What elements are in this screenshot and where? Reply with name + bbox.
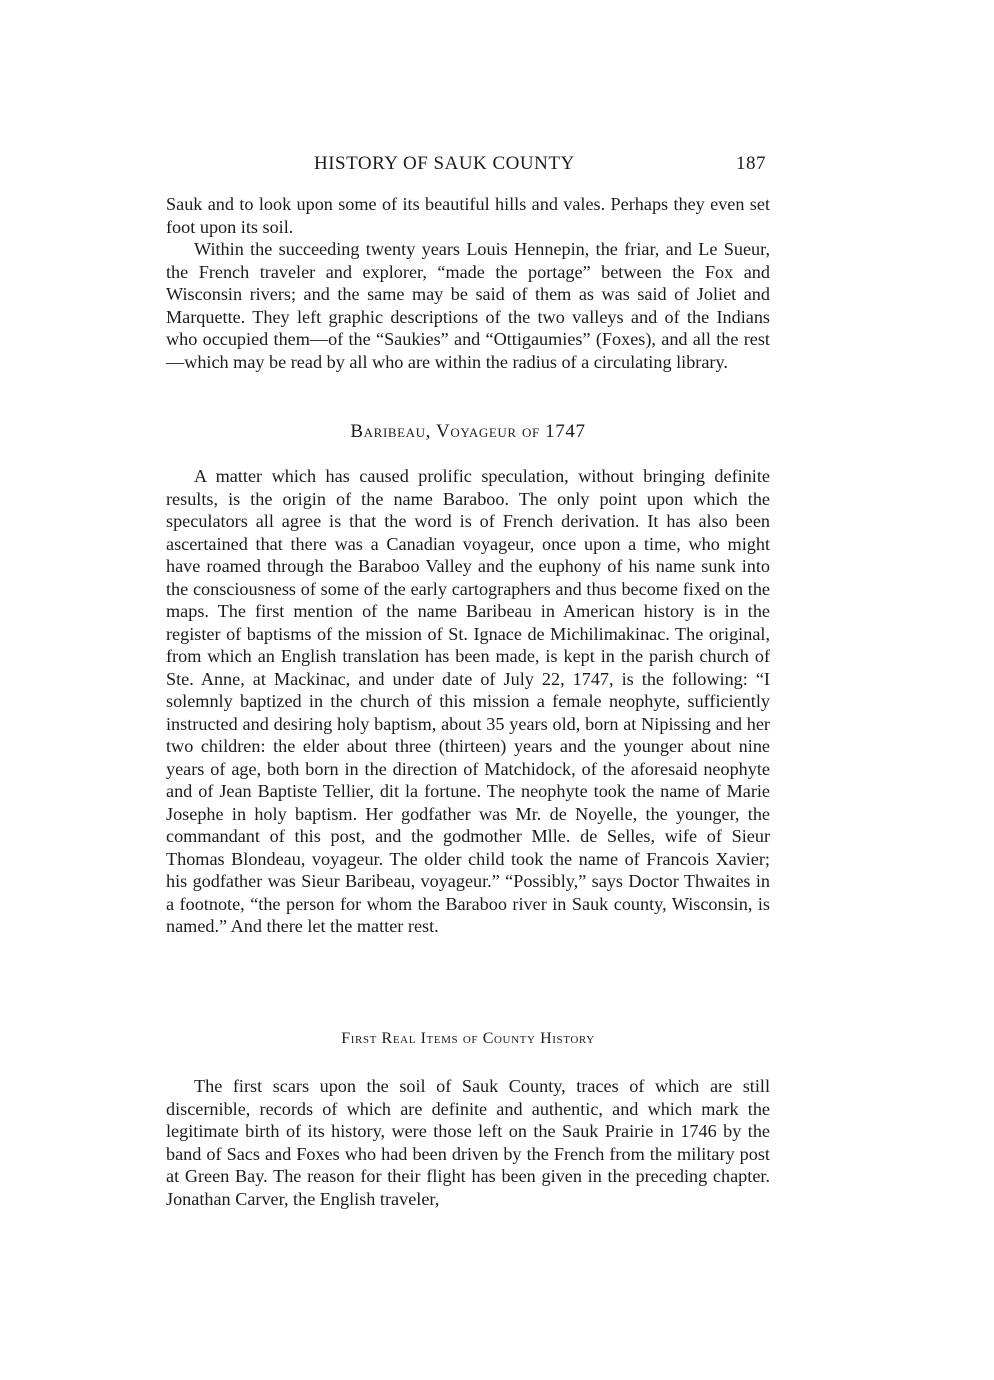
paragraph-baraboo-origin: A matter which has caused prolific speculation, without bringing definite results, is the origin of the name Baraboo. The only point upon which the speculators all agree is that the word is of French derivation. It has also been ascertained that there was a Canadian voyageur, once upon a time, who might have roamed through the Baraboo Valley and the euphony of his name sunk into the consciousness of some of the early cartographers and thus become fixed on the maps. The first mention of the name Baribeau in American history is in the register of baptisms of the mission of St. Ignace de Michilimakinac. The original, from which an English translation has been made, is kept in the parish church of Ste. Anne, at Mackinac, and under date of July 22, 1747, is the following: “I solemnly baptized in the church of this mission a female neophyte, sufficiently instructed and desiring holy baptism, about 35 years old, born at Nipissing and her two children: the elder about three (thirteen) years and the younger about nine years of age, both born in the direction of Matchidock, of the aforesaid neophyte and of Jean Baptiste Tellier, dit la fortune. The neophyte took the name of Marie Josephe in holy baptism. Her godfather was Mr. de Noyelle, the younger, the commandant of this post, and the godmother Mlle. de Selles, wife of Sieur Thomas Blondeau, voyageur. The older child took the name of Francois Xavier; his godfather was Sieur Baribeau, voyageur.” “Possibly,” says Doctor Thwaites in a footnote, “the person for whom the Baraboo river in Sauk county, Wisconsin, is named.” And there let the matter rest. <box>166 466 770 936</box>
paragraph-hennepin: Within the succeeding twenty years Louis Hennepin, the friar, and Le Sueur, the French traveler and explorer, “made the portage” between the Fox and Wisconsin rivers; and the same may be said of them as was said of Joliet and Marquette. They left graphic descriptions of the two valleys and of the Indians who occupied them—of the “Saukies” and “Ottigaumies” (Foxes), and all the rest—which may be read by all who are within the radius of a circulating library. <box>166 239 770 372</box>
opening-paragraphs <box>166 193 770 373</box>
running-head <box>166 153 770 179</box>
paragraph-first-scars: The first scars upon the soil of Sauk County, traces of which are still discernible, records of which are definite and authentic, and which mark the legitimate birth of its history, were those left on the Sauk Prairie in 1746 by the band of Sacs and Foxes who had been driven by the French from the military post at Green Bay. The reason for their flight has been given in the preceding chapter. Jonathan Carver, the English traveler, <box>166 1076 770 1209</box>
first-items-section <box>166 1075 770 1210</box>
paragraph-continued: Sauk and to look upon some of its beautiful hills and vales. Perhaps they even set foot upon its soil. <box>166 194 770 237</box>
page-number: 187 <box>736 153 766 174</box>
section-heading-baribeau: Baribeau, Voyageur of 1747 <box>350 421 586 442</box>
running-title: HISTORY OF SAUK COUNTY <box>314 153 575 174</box>
section-heading-first-items: First Real Items of County History <box>341 1030 595 1047</box>
baribeau-section <box>166 465 770 938</box>
